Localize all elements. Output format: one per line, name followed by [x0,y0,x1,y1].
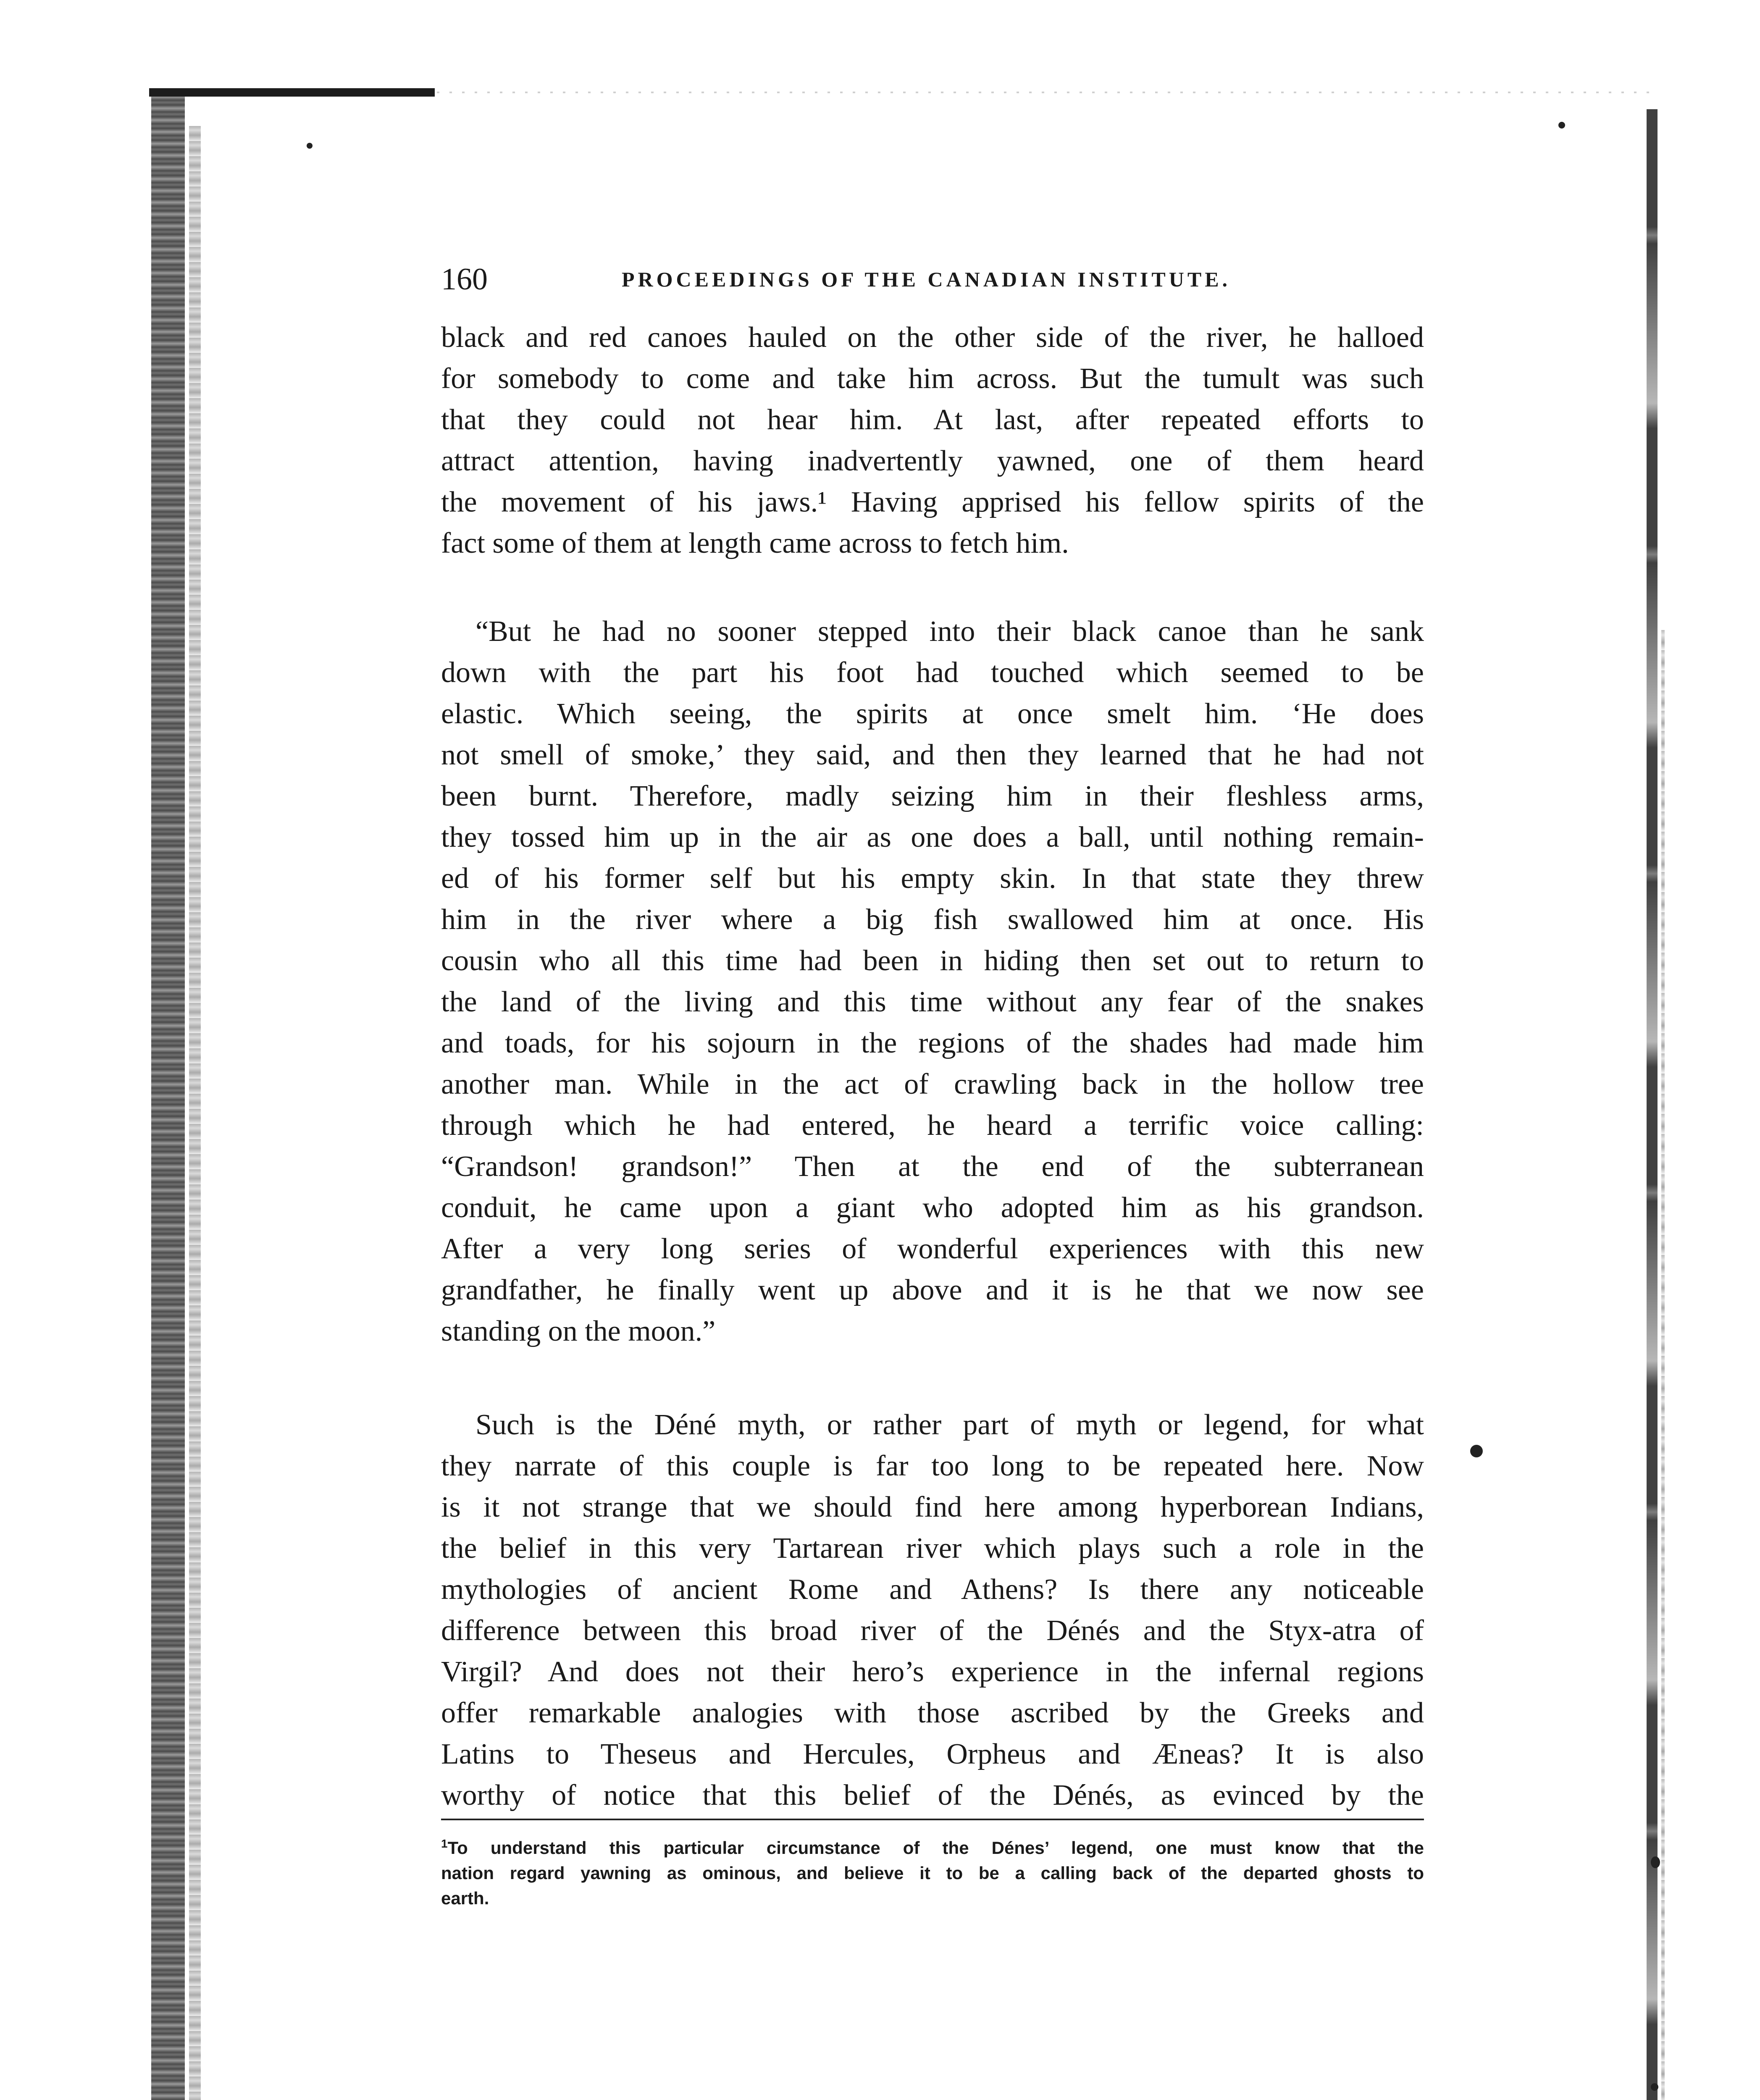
paragraph [441,1404,1424,1816]
footnote-rule [441,1819,1424,1820]
text-line: attract attention, having inadvertently yawned, one of them heard [441,445,1424,477]
text-line: the movement of his jaws.¹ Having apprised his fellow spirits of the [441,486,1424,518]
footnote-line: nation regard yawning as ominous, and believe it to be a calling back of the departed ghosts to [441,1863,1424,1883]
text-line: black and red canoes hauled on the other side of the river, he halloed [441,321,1424,354]
text-line: is it not strange that we should find here among hyperborean Indians, [441,1491,1424,1523]
text-line: elastic. Which seeing, the spirits at once smelt him. ‘He does [441,698,1424,730]
footnote [441,1831,1424,1911]
text-line: Latins to Theseus and Hercules, Orpheus and Æneas? It is also [441,1738,1424,1770]
text-line: standing on the moon.” [441,1315,716,1347]
running-head: PROCEEDINGS OF THE CANADIAN INSTITUTE. [622,268,1231,291]
text-line: through which he had entered, he heard a terrific voice calling: [441,1109,1424,1142]
text-line: difference between this broad river of the Dénés and the Styx-atra of [441,1614,1424,1647]
scan-right-edge [1647,109,1658,2100]
text-line: mythologies of ancient Rome and Athens? Is there any noticeable [441,1573,1424,1606]
footnote-marker: 1 [441,1837,448,1850]
scan-speck [307,143,313,149]
text-line: him in the river where a big fish swallowed him at once. His [441,903,1424,936]
text-line: and toads, for his sojourn in the regions of the shades had made him [441,1027,1424,1059]
text-line: worthy of notice that this belief of the Dénés, as evinced by the [441,1779,1424,1811]
text-line: been burnt. Therefore, madly seizing him in their fleshless arms, [441,780,1424,812]
text-line: that they could not hear him. At last, after repeated efforts to [441,404,1424,436]
text-line: “But he had no sooner stepped into their black canoe than he sank [475,615,1424,648]
page-number: 160 [441,262,488,297]
paragraph [441,317,1424,564]
text-line: another man. While in the act of crawling back in the hollow tree [441,1068,1424,1100]
text-line: ed of his former self but his empty skin. In that state they threw [441,862,1424,895]
scan-speck [1651,1856,1660,1868]
text-line: grandfather, he finally went up above and it is he that we now see [441,1274,1424,1306]
text-line: “Grandson! grandson!” Then at the end of the subterranean [441,1150,1424,1183]
scan-left-edge-shadow [189,126,201,2100]
footnote-line: earth. [441,1888,489,1908]
text-line: After a very long series of wonderful experiences with this new [441,1233,1424,1265]
footnote-line [441,1831,1424,1861]
text-line: cousin who all this time had been in hiding then set out to return to [441,945,1424,977]
scan-left-edge [151,88,185,2100]
scan-speck [1558,122,1565,129]
text-line: they narrate of this couple is far too long to be repeated here. Now [441,1450,1424,1482]
text-line: for somebody to come and take him across. But the tumult was such [441,362,1424,395]
text-line: the belief in this very Tartarean river which plays such a role in the [441,1532,1424,1564]
text-line: conduit, he came upon a giant who adopted him as his grandson. [441,1192,1424,1224]
text-line: they tossed him up in the air as one does a ball, until nothing remain- [441,821,1424,853]
paragraph [441,611,1424,1352]
text-line: down with the part his foot had touched which seemed to be [441,656,1424,689]
text-line: offer remarkable analogies with those ascribed by the Greeks and [441,1697,1424,1729]
text-line: Virgil? And does not their hero’s experience in the infernal regions [441,1656,1424,1688]
scan-speck [1470,1445,1483,1457]
scan-top-dots [437,92,1655,93]
body-text [441,317,1424,1816]
page-header [441,256,1424,302]
text-line: fact some of them at length came across to fetch him. [441,527,1069,559]
scan-top-border [149,88,435,97]
footnote-text: To understand this particular circumstance of the Dénes’ legend, one must know that the [447,1838,1424,1858]
text-line: the land of the living and this time without any fear of the snakes [441,986,1424,1018]
scan-speck [1651,2083,1658,2091]
text-line: Such is the Déné myth, or rather part of myth or legend, for what [475,1409,1424,1441]
scan-right-edge-shadow [1661,630,1665,2100]
text-line: not smell of smoke,’ they said, and then they learned that he had not [441,739,1424,771]
